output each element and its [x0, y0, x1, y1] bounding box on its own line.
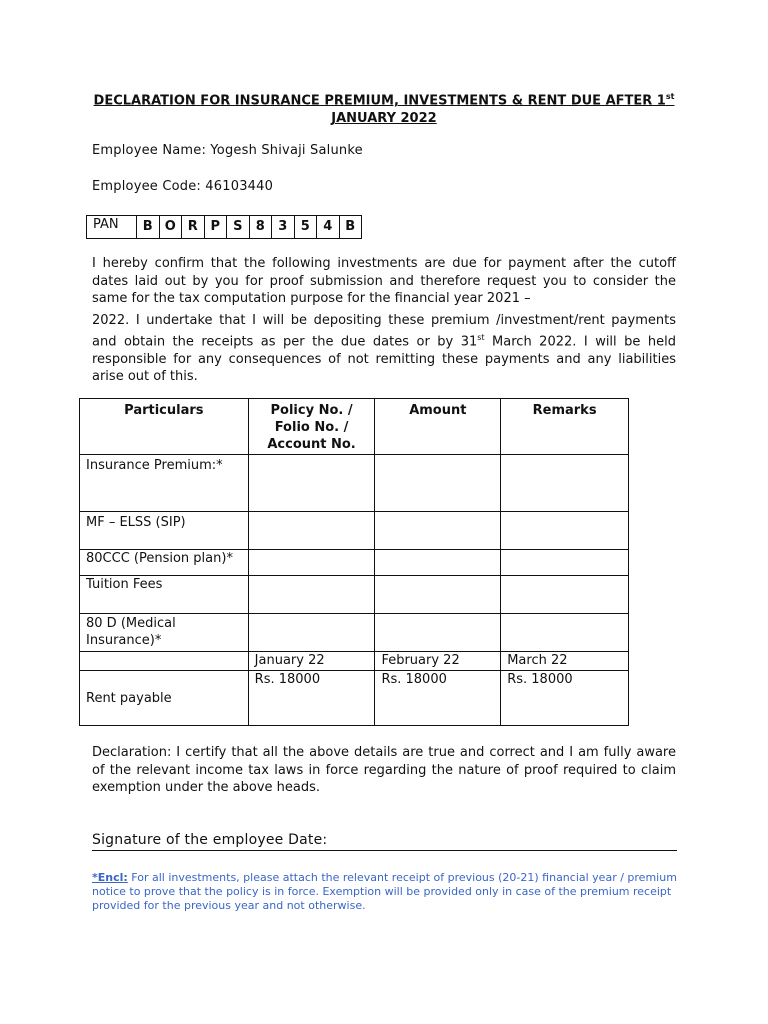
pan-label: PAN [87, 216, 137, 238]
header-policy-no: Policy No. / Folio No. / Account No. [248, 399, 375, 455]
cell-remarks [501, 455, 629, 512]
enclosure-text: For all investments, please attach the relevant receipt of previous (20-21) financial year / premium notice to prove that the policy is in force. Exemption will be provided only in case of the premium receipt provided for the previous year and not otherwise. [92, 871, 677, 912]
row-label: Insurance Premium:* [80, 455, 249, 512]
pan-char: O [160, 216, 183, 238]
investments-table [79, 398, 629, 726]
rent-amount: Rs. 18000 [248, 671, 375, 726]
table-header-row [80, 399, 629, 455]
pan-char: B [137, 216, 160, 238]
title-line-1: DECLARATION FOR INSURANCE PREMIUM, INVESTMENTS & RENT DUE AFTER 1 [93, 93, 666, 109]
rent-row [80, 671, 629, 726]
row-label: 80 D (Medical Insurance)* [80, 614, 249, 652]
rent-label: Rent payable [80, 671, 249, 726]
cell-policy [248, 576, 375, 614]
paragraph-part-2: 2022. I undertake that I will be depositing these premium /investment/rent payments and obtain the receipts as per the due dates or by 31 [92, 312, 676, 350]
cell-remarks [501, 614, 629, 652]
enclosure-note [92, 871, 682, 913]
pan-char: R [182, 216, 205, 238]
row-label: 80CCC (Pension plan)* [80, 550, 249, 576]
cell-amount [375, 512, 501, 550]
employee-name: Employee Name: Yogesh Shivaji Salunke [92, 143, 363, 158]
paragraph-sup: st [477, 333, 485, 342]
pan-char: S [227, 216, 250, 238]
employee-code: Employee Code: 46103440 [92, 179, 274, 194]
row-label: MF – ELSS (SIP) [80, 512, 249, 550]
pan-char: 4 [317, 216, 340, 238]
rent-months-row [80, 652, 629, 671]
cell-amount [375, 550, 501, 576]
cell-remarks [501, 512, 629, 550]
table-row [80, 576, 629, 614]
cell-amount [375, 455, 501, 512]
paragraph-part-1: I hereby confirm that the following investments are due for payment after the cutoff dates laid out by you for proof submission and therefore request you to consider the same for the tax computation purpose for the financial year 2021 – [92, 256, 676, 306]
table-row [80, 512, 629, 550]
cell-remarks [501, 576, 629, 614]
header-particulars: Particulars [80, 399, 249, 455]
paragraph-part-2-wrap [92, 312, 676, 386]
pan-char: 3 [272, 216, 295, 238]
cell-remarks [501, 550, 629, 576]
title-line-2: JANUARY 2022 [331, 111, 437, 127]
header-amount: Amount [375, 399, 501, 455]
signature-line [92, 850, 677, 851]
pan-box [86, 215, 362, 239]
pan-char: P [205, 216, 228, 238]
table-row [80, 550, 629, 576]
table-row [80, 455, 629, 512]
signature-label: Signature of the employee Date: [92, 832, 328, 848]
pan-char: B [345, 219, 356, 234]
rent-month: February 22 [375, 652, 501, 671]
rent-amount: Rs. 18000 [501, 671, 629, 726]
declaration-text: Declaration: I certify that all the above details are true and correct and I am fully aware of the relevant income tax laws in force regarding the nature of proof required to claim exemption under the above heads. [92, 745, 676, 795]
paragraph-part-3: March 2022. I will be held responsible for any consequences of not remitting these payments and any liabilities arise out of this. [92, 334, 676, 385]
document-title [92, 88, 676, 128]
cell-policy [248, 512, 375, 550]
table-row [80, 614, 629, 652]
cell-amount [375, 614, 501, 652]
cell-amount [375, 576, 501, 614]
title-sup: st [665, 92, 675, 101]
confirmation-paragraph [92, 255, 676, 386]
rent-month: January 22 [248, 652, 375, 671]
cell-policy [248, 455, 375, 512]
pan-char: 5 [295, 216, 318, 238]
enclosure-label: *Encl: [92, 871, 128, 884]
row-label: Tuition Fees [80, 576, 249, 614]
cell-policy [248, 614, 375, 652]
header-remarks: Remarks [501, 399, 629, 455]
cell-policy [248, 550, 375, 576]
rent-amount: Rs. 18000 [375, 671, 501, 726]
pan-char: 8 [250, 216, 273, 238]
rent-month: March 22 [501, 652, 629, 671]
blank-cell [80, 652, 249, 671]
